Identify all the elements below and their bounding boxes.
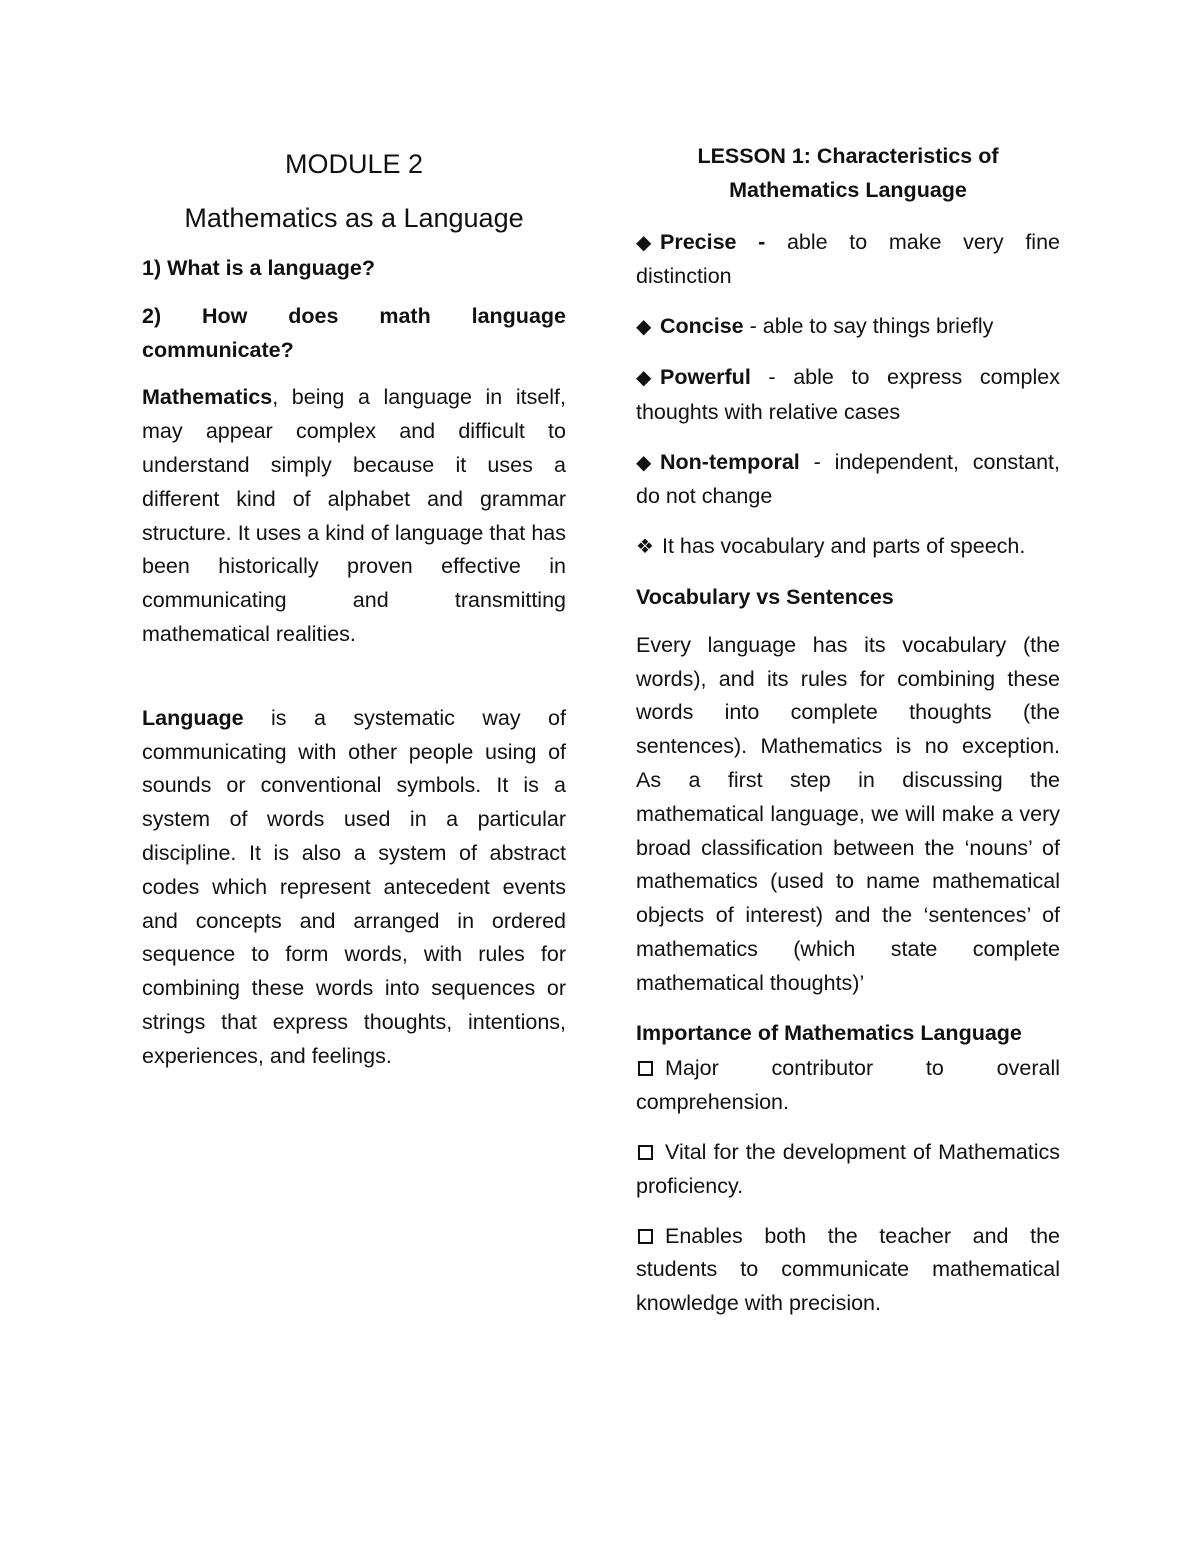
diamond-bullet-icon: ◆ bbox=[636, 231, 652, 254]
language-paragraph bbox=[142, 702, 566, 1074]
checkbox-square-icon bbox=[638, 1061, 653, 1076]
mathematics-term: Mathematics bbox=[142, 385, 273, 410]
diamond-bullet-icon: ◆ bbox=[636, 366, 652, 389]
characteristic-term: Precise - bbox=[660, 229, 766, 254]
importance-item bbox=[636, 1136, 1060, 1204]
diamond-bullet-icon: ◆ bbox=[636, 451, 652, 474]
importance-item-text: Major contributor to overall comprehension. bbox=[636, 1056, 1060, 1115]
four-diamond-bullet-icon: ❖ bbox=[636, 536, 654, 559]
right-column bbox=[636, 140, 1060, 1337]
vocab-note bbox=[636, 530, 1060, 565]
mathematics-body: , being a language in itself, may appear complex and difficult to understand simply because it uses a different kind of alphabet and grammar structure. It uses a kind of language that has been historically proven effective in communicating and transmitting mathematical realities. bbox=[142, 385, 566, 646]
lesson-title-line-2: Mathematics Language bbox=[729, 177, 967, 202]
left-column bbox=[142, 140, 566, 1090]
module-title: MODULE 2 bbox=[284, 149, 424, 179]
mathematics-paragraph bbox=[142, 381, 566, 651]
importance-heading: Importance of Mathematics Language bbox=[636, 1020, 1022, 1045]
characteristic-term: Concise bbox=[660, 314, 744, 339]
checkbox-square-icon bbox=[638, 1229, 653, 1244]
importance-item bbox=[636, 1052, 1060, 1120]
checkbox-square-icon bbox=[638, 1145, 653, 1160]
question-1: 1) What is a language? bbox=[142, 256, 375, 280]
vocab-heading: Vocabulary vs Sentences bbox=[636, 584, 894, 609]
vocab-note-text: It has vocabulary and parts of speech. bbox=[662, 534, 1026, 559]
question-2: 2) How does math language communicate? bbox=[142, 303, 566, 362]
importance-item-text: Vital for the development of Mathematics proficiency. bbox=[636, 1139, 1060, 1198]
characteristic-item bbox=[636, 446, 1060, 515]
characteristic-term: Non-temporal bbox=[660, 449, 800, 474]
importance-item bbox=[636, 1220, 1060, 1321]
characteristic-term: Powerful bbox=[660, 364, 751, 389]
characteristic-item bbox=[636, 310, 1060, 345]
module-subtitle: Mathematics as a Language bbox=[184, 203, 524, 233]
diamond-bullet-icon: ◆ bbox=[636, 316, 652, 339]
paragraph-spacer bbox=[142, 668, 566, 702]
importance-item-text: Enables both the teacher and the students to communicate mathematical knowledge with precision. bbox=[636, 1223, 1060, 1316]
characteristic-desc: - able to say things briefly bbox=[743, 314, 994, 339]
language-term: Language bbox=[142, 705, 244, 730]
language-body: is a systematic way of communicating with other people using of sounds or conventional symbols. It is a system of words used in a particular discipline. It is also a system of abstract codes which represent antecedent events and concepts and arranged in ordered sequence to form words, with rules for combining these words into sequences or strings that express thoughts, intentions, experiences, and feelings. bbox=[142, 705, 566, 1068]
characteristic-desc: - independent, constant, do not change bbox=[636, 449, 1060, 509]
characteristic-desc: - able to express complex thoughts with relative cases bbox=[636, 364, 1060, 424]
characteristic-item bbox=[636, 361, 1060, 430]
characteristic-item bbox=[636, 226, 1060, 295]
lesson-title-line-1: LESSON 1: Characteristics of bbox=[697, 144, 999, 168]
vocab-paragraph: Every language has its vocabulary (the words), and its rules for combining these words into complete thoughts (the sentences). Mathematics is no exception. As a first step in discussing the mathematical language, we will make a very broad classification between the ‘nouns’ of mathematics (used to name mathematical objects of interest) and the ‘sentences’ of mathematics (which state complete mathematical thoughts)’ bbox=[636, 632, 1060, 995]
lesson-title bbox=[636, 140, 1060, 208]
characteristic-desc: able to make very fine distinction bbox=[636, 229, 1060, 289]
